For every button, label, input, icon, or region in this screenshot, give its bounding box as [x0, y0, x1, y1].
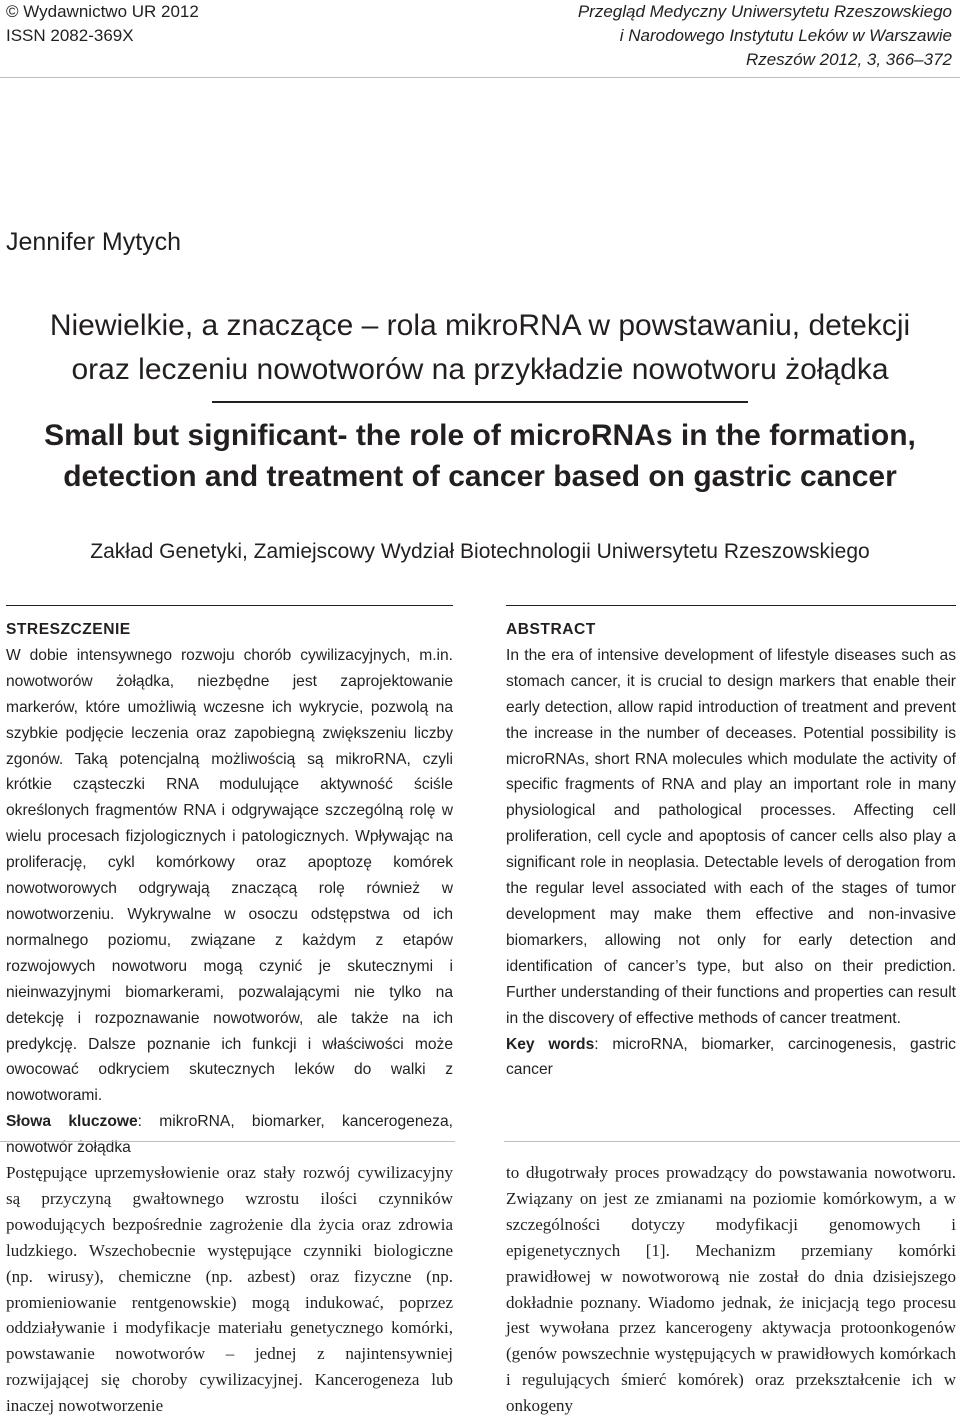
streszczenie-top-rule — [6, 605, 453, 606]
journal-name-line-1: Przegląd Medyczny Uniwersytetu Rzeszowskiego — [577, 2, 952, 21]
header-divider — [0, 77, 960, 78]
body-divider-right — [504, 1141, 960, 1142]
keywords-label: Słowa kluczowe — [6, 1113, 138, 1131]
keywords-value: : microRNA, biomarker, carcinogenesis, gastric cancer — [506, 1035, 956, 1079]
journal-name-line-2: i Narodowego Instytutu Leków w Warszawie — [619, 26, 952, 45]
author-name: Jennifer Mytych — [6, 228, 182, 256]
streszczenie-keywords — [6, 1109, 453, 1161]
title-polish-line-2: oraz leczeniu nowotworów na przykładzie nowotworu żołądka — [71, 353, 889, 386]
abstract-keywords — [506, 1032, 956, 1084]
abstract-text: In the era of intensive development of lifestyle diseases such as stomach cancer, it is crucial to design markers that enable their early detection, allow rapid introduction of treatment and prevent the increase in the number of deceases. Potential possibility is microRNAs, short RNA molecules which modulate the activity of specific fragments of RNA and play an important role in many physiological and pathological processes. Affecting cell proliferation, cell cycle and apoptosis of cancer cells also play a significant role in neoplasia. Detectable levels of derogation from the regular level associated with each of the stages of tumor development may make them effective and non-invasive biomarkers, allowing not only for early detection and identification of cancer’s type, but also on their prediction. Further understanding of their functions and properties can result in the discovery of effective methods of cancer treatment. — [506, 646, 956, 1027]
abstract-section — [506, 617, 956, 1083]
abstract-heading: ABSTRACT — [506, 621, 596, 638]
abstract-top-rule — [506, 605, 956, 606]
title-polish — [0, 304, 960, 392]
keywords-value: : mikroRNA, biomarker, kancerogeneza, nowotwór żołądka — [6, 1113, 453, 1157]
title-english-line-1: Small but significant- the role of microRNAs in the formation, — [44, 419, 916, 452]
body-divider-left — [0, 1141, 455, 1142]
keywords-label: Key words — [506, 1035, 595, 1053]
streszczenie-text: W dobie intensywnego rozwoju chorób cywilizacyjnych, m.in. nowotworów żołądka, niezbędne jest zaprojektowanie markerów, które umożliwią wczesne ich wykrycie, pozwolą na szybkie podjęcie leczenia oraz zapobiegną zwiększeniu liczby zgonów. Taką potencjalną możliwością są mikroRNA, czyli krótkie cząsteczki RNA modulujące aktywność ściśle określonych fragmentów RNA i odgrywające szczególną rolę w wielu procesach fizjologicznych i patologicznych. Wpływając na proliferację, cykl komórkowy oraz apoptozę komórek nowotworowych odgrywają znaczącą rolę również w nowotworzeniu. Wykrywalne w osoczu odstępstwa od ich normalnego poziomu, związane z każdym z etapów rozwojowych nowotworu mogą czynić je skutecznymi i nieinwazyjnymi biomarkerami, pozwalającymi nie tylko na detekcję i rozpoznawanie nowotworów, ale także na ich predykcję. Dalsze poznanie ich funkcji i właściwości może owocować odkryciem skutecznych leków do walki z nowotworami. — [6, 646, 453, 1105]
journal-publisher-block — [6, 0, 199, 48]
affiliation: Zakład Genetyki, Zamiejscowy Wydział Biotechnologii Uniwersytetu Rzeszowskiego — [90, 540, 870, 563]
title-separator — [212, 401, 748, 403]
streszczenie-heading: STRESZCZENIE — [6, 621, 131, 638]
title-english — [0, 415, 960, 497]
streszczenie-section — [6, 617, 453, 1161]
journal-title-block — [578, 0, 952, 72]
title-polish-line-1: Niewielkie, a znaczące – rola mikroRNA w powstawaniu, detekcji — [49, 309, 911, 342]
body-paragraph-left: Postępujące uprzemysłowienie oraz stały rozwój cywilizacyjny są przyczyną gwałtownego wzrostu ilości czynników powodujących bezpośrednie zagrożenie dla życia oraz zdrowia ludzkiego. Wszechobecnie występujące czynniki biologiczne (np. wirusy), chemiczne (np. azbest) oraz fizyczne (np. promieniowanie rentgenowskie) mogą indukować, poprzez oddziaływanie i modyfikacje materiału genetycznego komórki, powstawanie nowotworów – jednej z najintensywniej rozwijającej się choroby cywilizacyjnej. Kancerogeneza lub inaczej nowotworzenie — [6, 1163, 453, 1416]
journal-issue-line: Rzeszów 2012, 3, 366–372 — [745, 50, 952, 69]
issn-line: ISSN 2082-369X — [6, 26, 134, 45]
publisher-line: © Wydawnictwo UR 2012 — [6, 2, 199, 21]
title-english-line-2: detection and treatment of cancer based on gastric cancer — [63, 460, 897, 493]
body-paragraph-right: to długotrwały proces prowadzący do powstawania nowotworu. Związany on jest ze zmianami na poziomie komórkowym, a w szczególności dotyczy modyfikacji genomowych i epigenetycznych [1]. Mechanizm przemiany komórki prawidłowej w nowotworową nie został do dnia dzisiejszego dokładnie poznany. Wiadomo jednak, że inicjacją tego procesu jest wywołana przez kancerogeny aktywacja protoonkogenów (genów powszechnie występujących w prawidłowych komórkach i regulujących śmierć komórek) oraz przekształcenie ich w onkogeny — [506, 1163, 956, 1416]
